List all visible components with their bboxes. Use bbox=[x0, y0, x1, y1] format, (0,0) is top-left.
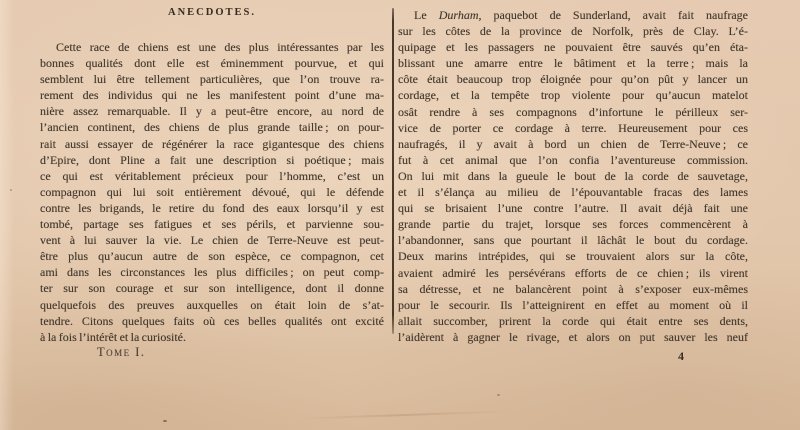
paper-speck bbox=[163, 420, 167, 422]
paper-speck bbox=[10, 189, 12, 191]
signature-mark: Tome I. bbox=[97, 345, 146, 359]
text-line: cordage, et la tempête trop violente pour qu’aucun matelot bbox=[398, 88, 748, 103]
text-line: d’Epire, dont Pline a fait une description si poétique ; mais bbox=[40, 152, 384, 167]
left-text-column bbox=[40, 39, 384, 345]
text-line bbox=[398, 7, 748, 23]
right-text-column bbox=[398, 7, 748, 345]
text-line: contre les brigands, le retire du fond des eaux lorsqu’il y est bbox=[40, 200, 384, 215]
text-line: osât rendre à ses compagnons d’infortune le périlleux ser- bbox=[398, 104, 748, 119]
text-line: quelquefois des preuves auxquelles on était loin de s’at- bbox=[40, 297, 384, 312]
text-line: Cette race de chiens est une des plus intéressantes par les bbox=[56, 40, 384, 54]
paper-speck bbox=[497, 394, 500, 396]
text-line: l’ancien continent, des chiens de plus grande taille ; on pour- bbox=[40, 120, 384, 135]
text-line: ami dans les circonstances les plus difficiles ; on peut comp- bbox=[40, 265, 384, 280]
text-line: vent à lui sauver la vie. Le chien de Terre-Neuve est peut- bbox=[40, 233, 384, 248]
text-line: tombé, partage ses fatigues et ses périls, et parvienne sou- bbox=[40, 217, 384, 232]
text-line: sur les côtes de la province de Norfolk, près de Clay. L’é- bbox=[398, 24, 748, 39]
text-line: semblent lui être tellement particulières, que l’on trouve ra- bbox=[40, 72, 384, 87]
text-line: tendre. Citons quelques faits où ces belles qualités ont excité bbox=[40, 313, 384, 328]
text-line: avaient admiré les persévérans efforts de ce chien ; ils virent bbox=[398, 265, 748, 280]
text-line: fut à cet animal que l’on confia l’aventureuse commission. bbox=[398, 152, 748, 167]
ship-name-italic: Durham bbox=[438, 8, 479, 22]
text-line: rement des individus qui ne les manifestent point d’une ma- bbox=[40, 88, 384, 103]
page-number: 4 bbox=[678, 349, 684, 363]
text-line: être plus qu’aucun autre de son espèce, ce compagnon, cet bbox=[40, 249, 384, 264]
text-line: ter sur son courage et sur son intelligence, dont il donne bbox=[40, 281, 384, 296]
text-line: allait succomber, prirent la corde qui était entre ses dents, bbox=[398, 313, 748, 328]
text-line: rait aussi essayer de régénérer la race gigantesque des chiens bbox=[40, 136, 384, 151]
column-divider-rule bbox=[392, 8, 394, 334]
text-line: Deux marins intrépides, qui se trouvaient alors sur la côte, bbox=[398, 249, 748, 264]
text-line: à la fois l’intérêt et la curiosité. bbox=[40, 329, 187, 344]
text-line: grande partie du trajet, lorsque ses forces commencèrent à bbox=[398, 217, 748, 232]
text-line: côte était beaucoup trop éloignée pour qu’on pût y lancer un bbox=[398, 72, 748, 87]
text-line: pour le secourir. Ils l’atteignirent en effet au moment où il bbox=[398, 297, 748, 312]
text-line: et il s’élança au milieu de l’épouvantable fracas des lames bbox=[398, 185, 748, 200]
text-line: nière assez remarquable. Il y a peut-être encore, au nord de bbox=[40, 104, 384, 119]
text-line: blissant une amarre entre le bâtiment et la terre ; mais la bbox=[398, 56, 748, 71]
text-line: compagnon qui lui soit entièrement dévoué, qui le défende bbox=[40, 184, 384, 199]
text-run: , paquebot de Sunderland, avait fait naufrage bbox=[478, 8, 748, 22]
text-line: l’aidèrent à gagner le rivage, et alors on put sauver les neuf bbox=[398, 329, 748, 344]
text-line: bonnes qualités dont elle est éminemment pourvue, et qui bbox=[40, 56, 384, 71]
text-line: sa détresse, et ne balancèrent point à s’exposer eux-mêmes bbox=[398, 281, 748, 296]
paper-crease bbox=[300, 410, 510, 419]
running-header: ANECDOTES. bbox=[168, 7, 256, 18]
text-line: quipage et les passagers ne pouvaient être sauvés qu’en éta- bbox=[398, 40, 748, 55]
text-line: qui se brisaient l’une contre l’autre. Il avait déjà fait une bbox=[398, 201, 748, 216]
text-run: Le bbox=[414, 8, 439, 22]
text-line: On lui mit dans la gueule le bout de la corde de sauvetage, bbox=[398, 168, 748, 183]
text-line: l’abandonner, sans que pourtant il lâchât le bout du cordage. bbox=[398, 233, 748, 248]
text-line: ce qui est véritablement précieux pour l’homme, c’est un bbox=[40, 168, 384, 183]
text-line: vice de porter ce cordage à terre. Heureusement pour ces bbox=[398, 120, 748, 135]
text-line: naufragés, il y avait à bord un chien de Terre-Neuve ; ce bbox=[398, 136, 748, 151]
